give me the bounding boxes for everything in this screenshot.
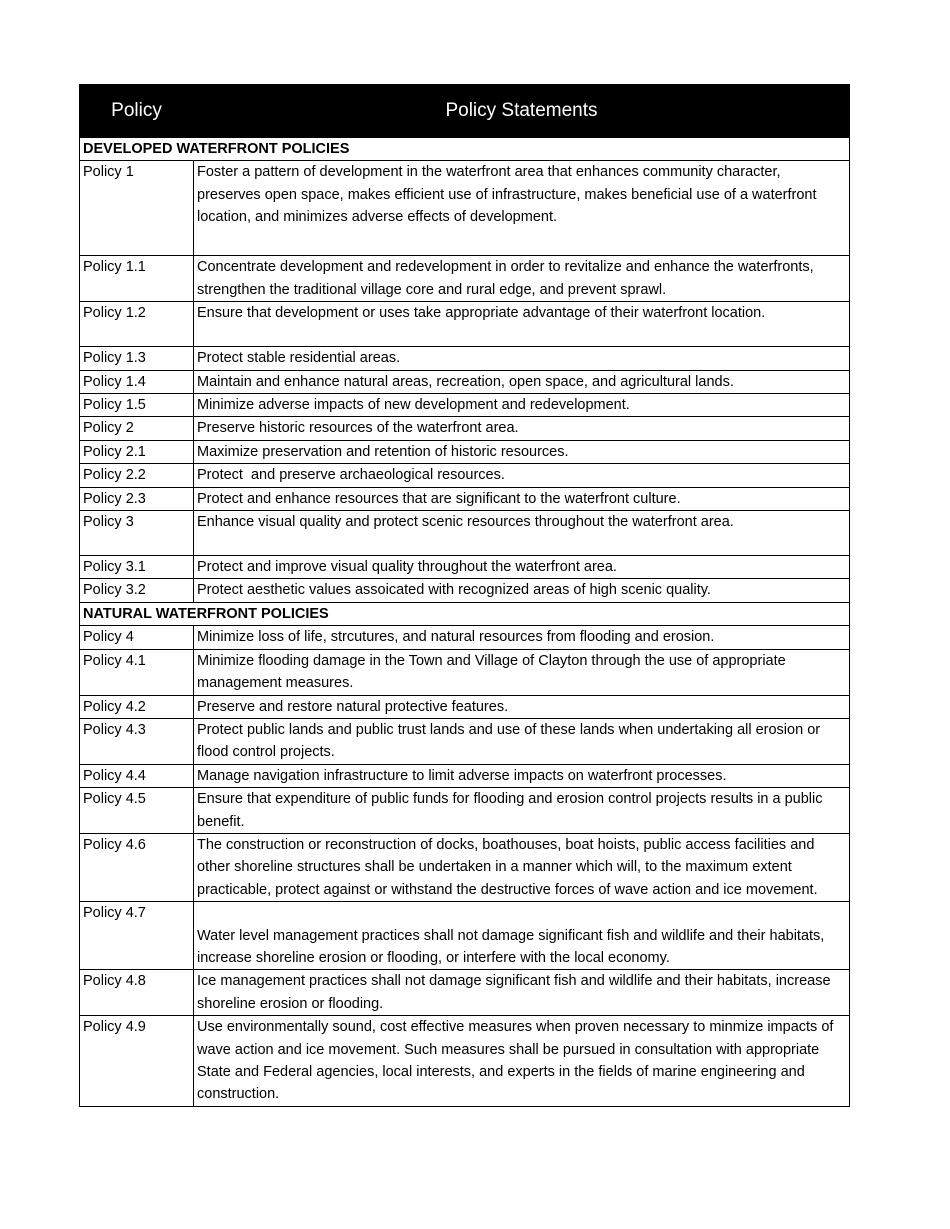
table-row	[80, 487, 850, 510]
table-row	[80, 161, 850, 256]
policy-statement: Maximize preservation and retention of historic resources.	[194, 440, 850, 463]
policy-statement: Enhance visual quality and protect scenic resources throughout the waterfront area.	[194, 511, 850, 556]
header-policy-statements: Policy Statements	[194, 85, 850, 138]
table-row	[80, 626, 850, 649]
table-body	[80, 138, 850, 1107]
policy-id: Policy 4.2	[80, 695, 194, 718]
policy-statement: Minimize loss of life, strcutures, and natural resources from flooding and erosion.	[194, 626, 850, 649]
table-row	[80, 649, 850, 695]
policy-statement: Protect stable residential areas.	[194, 347, 850, 370]
table-row	[80, 695, 850, 718]
policy-id: Policy 4.4	[80, 764, 194, 787]
policy-id: Policy 2.2	[80, 464, 194, 487]
policy-id: Policy 1.5	[80, 394, 194, 417]
policy-id: Policy 2.3	[80, 487, 194, 510]
policy-statement-cell	[194, 902, 850, 970]
policy-statement: Protect and preserve archaeological resources.	[194, 464, 850, 487]
policy-statement: Protect aesthetic values assoicated with recognized areas of high scenic quality.	[194, 579, 850, 602]
table-row	[80, 1016, 850, 1107]
table-row	[80, 556, 850, 579]
table-row	[80, 579, 850, 602]
table-row	[80, 718, 850, 764]
policy-statement: Protect and improve visual quality throughout the waterfront area.	[194, 556, 850, 579]
policy-id: Policy 4	[80, 626, 194, 649]
table-row	[80, 764, 850, 787]
table-row	[80, 511, 850, 556]
policy-statement: Concentrate development and redevelopment in order to revitalize and enhance the waterfronts, strengthen the traditional village core and rural edge, and prevent sprawl.	[194, 256, 850, 302]
policy-id: Policy 4.3	[80, 718, 194, 764]
policy-id: Policy 4.9	[80, 1016, 194, 1107]
policy-table	[79, 84, 850, 1107]
table-row	[80, 347, 850, 370]
header-policy: Policy	[80, 85, 194, 138]
policy-statement: Preserve and restore natural protective features.	[194, 695, 850, 718]
policy-statement: Ensure that development or uses take appropriate advantage of their waterfront location.	[194, 302, 850, 347]
section-title-natural: NATURAL WATERFRONT POLICIES	[80, 602, 850, 625]
policy-id: Policy 3	[80, 511, 194, 556]
policy-statement: Water level management practices shall not damage significant fish and wildlife and their habitats, increase shoreline erosion or flooding, or interfere with the local economy.	[197, 927, 825, 966]
policy-id: Policy 3.2	[80, 579, 194, 602]
table-row	[80, 302, 850, 347]
table-row	[80, 394, 850, 417]
table-row	[80, 970, 850, 1016]
policy-id: Policy 1	[80, 161, 194, 256]
policy-id: Policy 1.4	[80, 370, 194, 393]
table-row	[80, 440, 850, 463]
policy-statement: Preserve historic resources of the waterfront area.	[194, 417, 850, 440]
policy-statement: Ice management practices shall not damage significant fish and wildlife and their habitats, increase shoreline erosion or flooding.	[194, 970, 850, 1016]
table-row	[80, 417, 850, 440]
table-row	[80, 464, 850, 487]
policy-id: Policy 1.1	[80, 256, 194, 302]
policy-statement: Protect and enhance resources that are significant to the waterfront culture.	[194, 487, 850, 510]
policy-id: Policy 1.2	[80, 302, 194, 347]
policy-statement: Ensure that expenditure of public funds for flooding and erosion control projects results in a public benefit.	[194, 788, 850, 834]
header-row	[80, 85, 850, 138]
policy-statement: Maintain and enhance natural areas, recreation, open space, and agricultural lands.	[194, 370, 850, 393]
table-row	[80, 788, 850, 834]
policy-id: Policy 1.3	[80, 347, 194, 370]
policy-statement: Minimize flooding damage in the Town and Village of Clayton through the use of appropriate management measures.	[194, 649, 850, 695]
table-row	[80, 833, 850, 901]
blank-lead-line	[197, 902, 847, 924]
policy-id: Policy 2.1	[80, 440, 194, 463]
policy-statement: Minimize adverse impacts of new development and redevelopment.	[194, 394, 850, 417]
policy-statement: Foster a pattern of development in the waterfront area that enhances community character, preserves open space, makes efficient use of infrastructure, makes beneficial use of a waterfront location, and minimizes adverse effects of development.	[194, 161, 850, 256]
table-row	[80, 370, 850, 393]
section-row	[80, 138, 850, 161]
policy-id: Policy 4.5	[80, 788, 194, 834]
policy-id: Policy 4.8	[80, 970, 194, 1016]
table-row	[80, 902, 850, 970]
policy-id: Policy 4.6	[80, 833, 194, 901]
table-header	[80, 85, 850, 138]
policy-statement: Protect public lands and public trust lands and use of these lands when undertaking all erosion or flood control projects.	[194, 718, 850, 764]
policy-id: Policy 4.7	[80, 902, 194, 970]
section-title-developed: DEVELOPED WATERFRONT POLICIES	[80, 138, 850, 161]
policy-id: Policy 4.1	[80, 649, 194, 695]
section-row	[80, 602, 850, 625]
policy-id: Policy 2	[80, 417, 194, 440]
policy-statement: Manage navigation infrastructure to limit adverse impacts on waterfront processes.	[194, 764, 850, 787]
policy-id: Policy 3.1	[80, 556, 194, 579]
policy-statement: Use environmentally sound, cost effective measures when proven necessary to minmize impacts of wave action and ice movement. Such measures shall be pursued in consultation with appropriate State and Federal agencies, local interests, and experts in the fields of marine engineering and construction.	[194, 1016, 850, 1107]
policy-statement: The construction or reconstruction of docks, boathouses, boat hoists, public access facilities and other shoreline structures shall be undertaken in a manner which will, to the maximum extent practicable, protect against or withstand the destructive forces of wave action and ice movement.	[194, 833, 850, 901]
table-row	[80, 256, 850, 302]
